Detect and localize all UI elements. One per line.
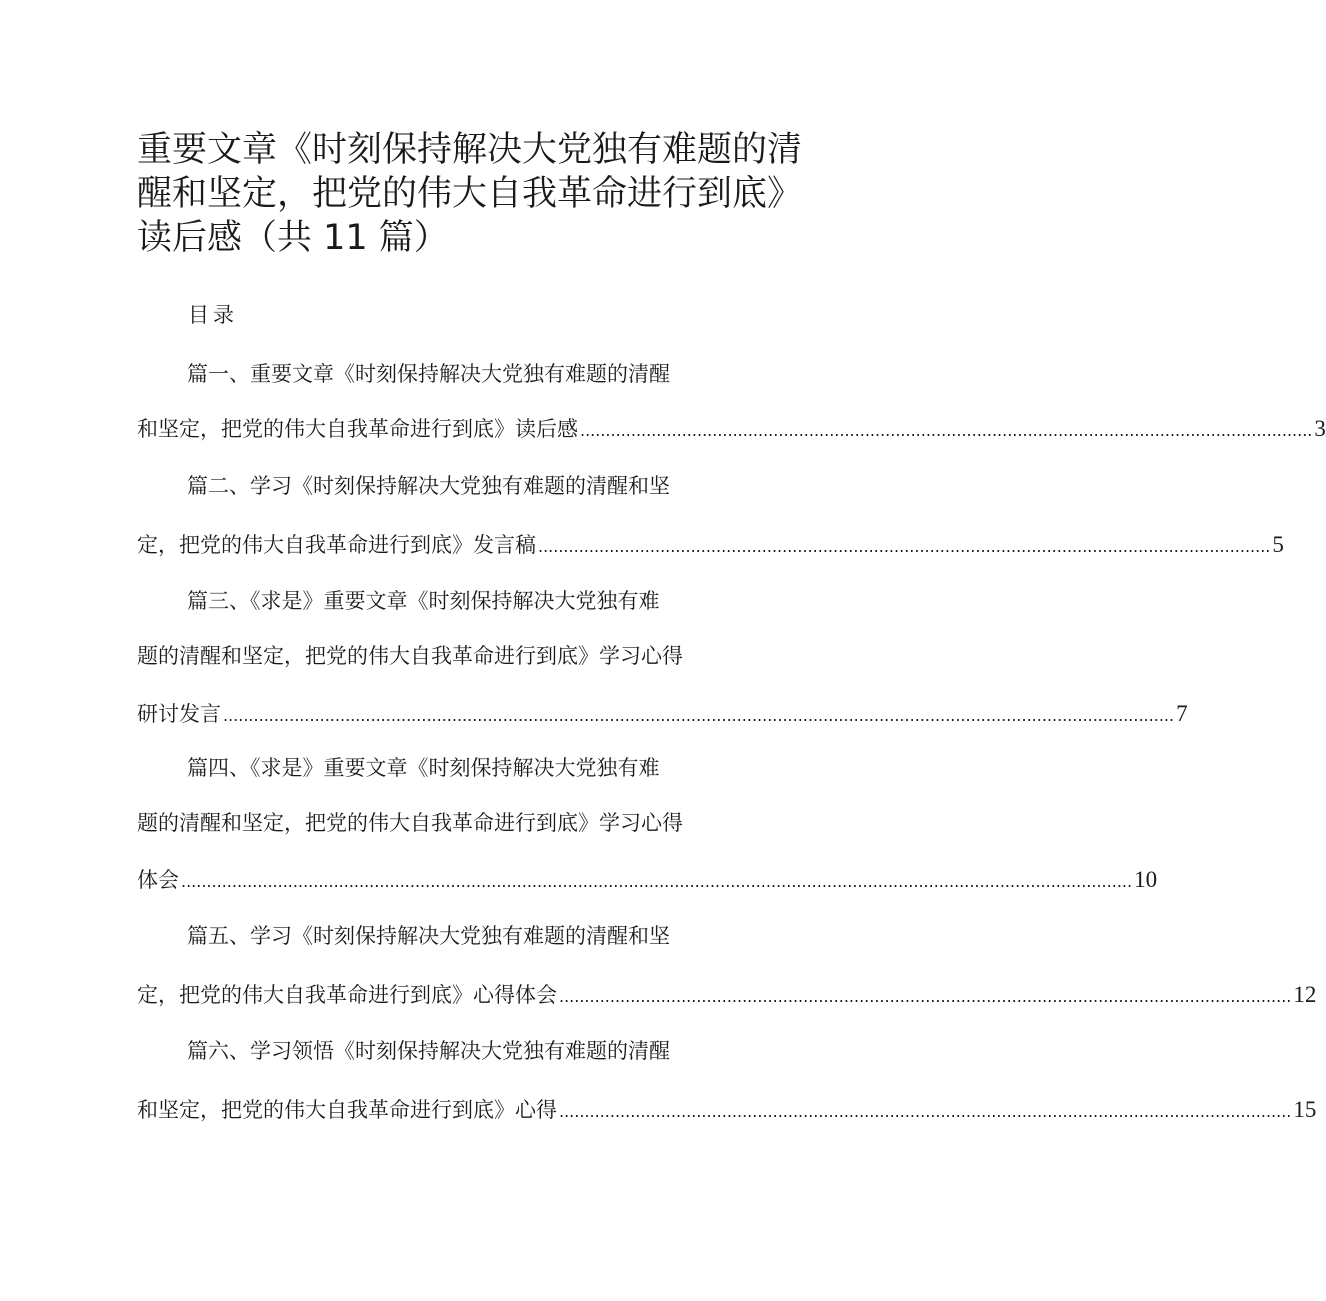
toc-entry-6-last-line[interactable] xyxy=(137,1095,1317,1127)
dot-leader: ................................................................................................................................................ xyxy=(559,1102,1292,1121)
toc-entry-1-page: 3 xyxy=(1314,416,1326,441)
toc-entry-1-last-line[interactable] xyxy=(137,414,1326,446)
toc-entry-4-last-line[interactable] xyxy=(137,865,1158,897)
toc-entry-3-text: 研讨发言 xyxy=(137,702,221,726)
toc-entry-3-last-line[interactable] xyxy=(137,699,1188,731)
toc-entry-5-text: 定，把党的伟大自我革命进行到底》心得体会 xyxy=(137,983,557,1007)
dot-leader: ................................................................................................................................................ xyxy=(580,421,1313,440)
toc-entry-6-line-1: 篇六、学习领悟《时刻保持解决大党独有难题的清醒 xyxy=(187,1039,670,1063)
toc-entry-5-last-line[interactable] xyxy=(137,980,1317,1012)
toc-entry-3-page: 7 xyxy=(1176,701,1188,726)
dot-leader: ........................................................................................................................................................................................... xyxy=(223,706,1175,725)
toc-entry-4-line-1: 篇四、《求是》重要文章《时刻保持解决大党独有难 xyxy=(187,756,660,780)
toc-entry-4-text: 体会 xyxy=(137,868,179,892)
toc-entry-3-line-1: 篇三、《求是》重要文章《时刻保持解决大党独有难 xyxy=(187,589,660,613)
dot-leader: ........................................................................................................................................................................................... xyxy=(181,872,1133,891)
toc-entry-6-page: 15 xyxy=(1293,1097,1317,1122)
toc-entry-2-line-1: 篇二、学习《时刻保持解决大党独有难题的清醒和坚 xyxy=(187,474,670,498)
dot-leader: ................................................................................................................................................ xyxy=(559,987,1292,1006)
toc-entry-1-line-1: 篇一、重要文章《时刻保持解决大党独有难题的清醒 xyxy=(187,362,670,386)
title-line-3: 读后感（共 11 篇） xyxy=(137,218,449,258)
toc-entry-5-page: 12 xyxy=(1293,982,1317,1007)
toc-entry-4-line-2: 题的清醒和坚定，把党的伟大自我革命进行到底》学习心得 xyxy=(137,811,683,835)
title-line-2: 醒和坚定，把党的伟大自我革命进行到底》 xyxy=(137,174,803,214)
toc-entry-3-line-2: 题的清醒和坚定，把党的伟大自我革命进行到底》学习心得 xyxy=(137,644,683,668)
toc-entry-5-line-1: 篇五、学习《时刻保持解决大党独有难题的清醒和坚 xyxy=(187,924,670,948)
toc-entry-4-page: 10 xyxy=(1134,867,1158,892)
title-line-1: 重要文章《时刻保持解决大党独有难题的清 xyxy=(137,130,803,170)
toc-entry-2-page: 5 xyxy=(1272,532,1284,557)
toc-entry-1-text: 和坚定，把党的伟大自我革命进行到底》读后感 xyxy=(137,417,578,441)
toc-entry-2-last-line[interactable] xyxy=(137,530,1284,562)
dot-leader: ................................................................................................................................................ xyxy=(538,537,1271,556)
document-title xyxy=(137,128,803,260)
toc-entry-2-text: 定，把党的伟大自我革命进行到底》发言稿 xyxy=(137,533,536,557)
toc-entry-6-text: 和坚定，把党的伟大自我革命进行到底》心得 xyxy=(137,1098,557,1122)
toc-heading: 目录 xyxy=(188,303,238,327)
